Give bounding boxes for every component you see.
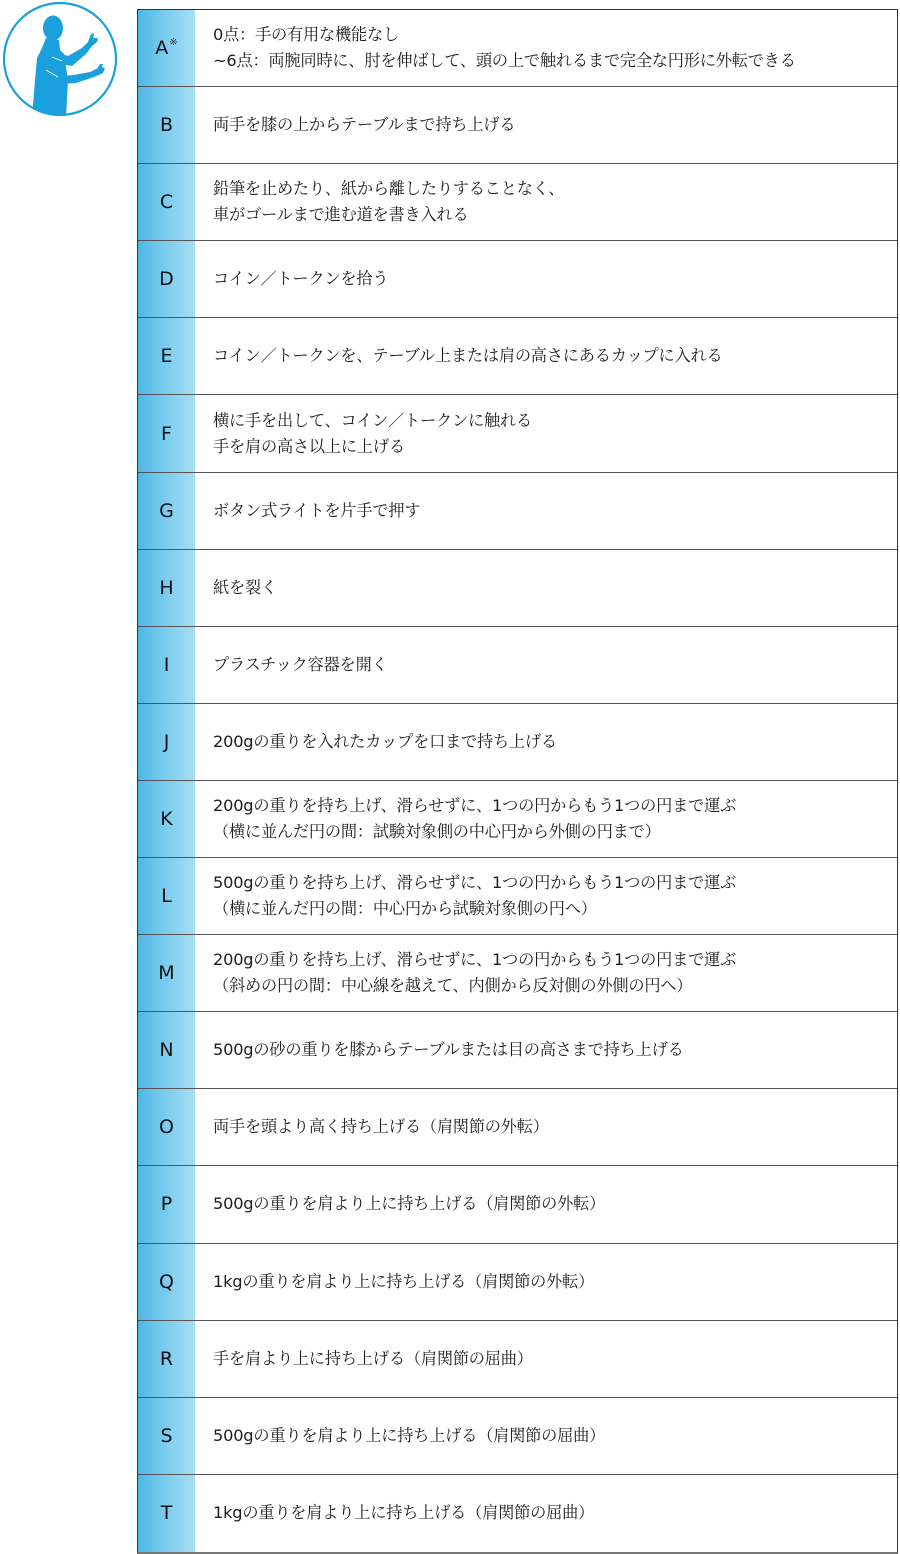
- task-label: [138, 1089, 195, 1165]
- task-description-line: 200gの重りを入れたカップを口まで持ち上げる: [213, 731, 557, 751]
- task-label-text: B: [159, 114, 174, 137]
- task-label-text: Q: [159, 1270, 174, 1293]
- task-label-text: K: [160, 807, 173, 830]
- task-description-line: 500gの重りを持ち上げ、滑らせずに、1つの円からもう1つの円まで運ぶ: [213, 873, 737, 893]
- task-label-text: E: [160, 345, 173, 368]
- footnote-mark: ※: [169, 36, 178, 48]
- task-description-line: 横に手を出して、コイン／トークンに触れる: [213, 410, 532, 430]
- task-label: [138, 395, 195, 471]
- task-description: [195, 935, 897, 1011]
- task-description: [195, 858, 897, 934]
- task-description-line: （横に並んだ円の間：試験対象側の中心円から外側の円まで）: [213, 821, 661, 841]
- task-description-line: ボタン式ライトを片手で押す: [213, 500, 421, 520]
- task-label: [138, 935, 195, 1011]
- task-description: [195, 1321, 897, 1397]
- task-description-line: 200gの重りを持ち上げ、滑らせずに、1つの円からもう1つの円まで運ぶ: [213, 950, 737, 970]
- task-description: [195, 627, 897, 703]
- task-label: [138, 473, 195, 549]
- task-description-line: （横に並んだ円の間：中心円から試験対象側の円へ）: [213, 899, 597, 919]
- task-description: [195, 318, 897, 394]
- task-row-f: [138, 395, 897, 472]
- task-description-line: 手を肩より上に持ち上げる（肩関節の屈曲）: [213, 1348, 533, 1368]
- task-label-text: D: [159, 268, 174, 291]
- task-label-text: S: [160, 1424, 173, 1447]
- task-row-l: [138, 858, 897, 935]
- task-description-line: 500gの重りを肩より上に持ち上げる（肩関節の外転）: [213, 1194, 606, 1214]
- task-label: [138, 704, 195, 780]
- task-description-line: 0点：手の有用な機能なし: [213, 25, 399, 45]
- task-row-d: [138, 241, 897, 318]
- task-label-text: F: [161, 422, 172, 445]
- task-description: [195, 241, 897, 317]
- task-description: [195, 10, 897, 86]
- task-description-line: 両手を膝の上からテーブルまで持ち上げる: [213, 115, 516, 135]
- task-label: [138, 1321, 195, 1397]
- task-label-text: L: [161, 885, 172, 908]
- task-description: [195, 550, 897, 626]
- task-label-text: J: [163, 730, 170, 753]
- task-label: [138, 627, 195, 703]
- task-description: [195, 1089, 897, 1165]
- task-row-r: [138, 1321, 897, 1398]
- person-arms-raised-icon: [2, 0, 118, 118]
- task-description: [195, 704, 897, 780]
- task-label-text: O: [159, 1116, 174, 1139]
- task-description-line: コイン／トークンを拾う: [213, 269, 389, 289]
- task-description-line: 500gの重りを肩より上に持ち上げる（肩関節の屈曲）: [213, 1425, 606, 1445]
- task-table: [137, 9, 898, 1554]
- task-description: [195, 781, 897, 857]
- task-label-text: R: [159, 1347, 174, 1370]
- task-row-q: [138, 1244, 897, 1321]
- task-description-line: 1kgの重りを肩より上に持ち上げる（肩関節の屈曲）: [213, 1503, 595, 1523]
- task-label: [138, 10, 195, 86]
- task-row-a: [138, 10, 897, 87]
- task-description: [195, 473, 897, 549]
- task-description-line: ~6点：両腕同時に、肘を伸ばして、頭の上で触れるまで完全な円形に外転できる: [213, 51, 796, 71]
- task-label: [138, 1475, 195, 1552]
- task-label-text: H: [159, 576, 174, 599]
- task-label: [138, 164, 195, 240]
- task-row-m: [138, 935, 897, 1012]
- task-label: [138, 87, 195, 163]
- task-description-line: 鉛筆を止めたり、紙から離したりすることなく、: [213, 179, 565, 199]
- task-label-text: I: [163, 653, 170, 676]
- task-description: [195, 164, 897, 240]
- task-description-line: 500gの砂の重りを膝からテーブルまたは目の高さまで持ち上げる: [213, 1040, 684, 1060]
- task-label-text: G: [159, 499, 174, 522]
- task-description-line: コイン／トークンを、テーブル上または肩の高さにあるカップに入れる: [213, 346, 723, 366]
- task-description: [195, 1475, 897, 1552]
- task-label-text: C: [159, 191, 174, 214]
- task-description-line: 1kgの重りを肩より上に持ち上げる（肩関節の外転）: [213, 1271, 595, 1291]
- task-description-line: 手を肩の高さ以上に上げる: [213, 436, 405, 456]
- task-description-line: 車がゴールまで進む道を書き入れる: [213, 205, 469, 225]
- task-row-c: [138, 164, 897, 241]
- task-row-h: [138, 550, 897, 627]
- task-label-text: N: [159, 1039, 174, 1062]
- task-row-b: [138, 87, 897, 164]
- task-label: [138, 1166, 195, 1242]
- task-label-text: A: [155, 37, 169, 60]
- task-label-text: P: [160, 1193, 173, 1216]
- task-row-p: [138, 1166, 897, 1243]
- task-description: [195, 1244, 897, 1320]
- task-description-line: （斜めの円の間：中心線を越えて、内側から反対側の外側の円へ）: [213, 976, 693, 996]
- task-row-e: [138, 318, 897, 395]
- task-label: [138, 550, 195, 626]
- task-description: [195, 1166, 897, 1242]
- task-description: [195, 395, 897, 471]
- task-label: [138, 858, 195, 934]
- task-description-line: 両手を頭より高く持ち上げる（肩関節の外転）: [213, 1117, 549, 1137]
- task-description: [195, 1012, 897, 1088]
- task-description-line: 200gの重りを持ち上げ、滑らせずに、1つの円からもう1つの円まで運ぶ: [213, 795, 737, 815]
- task-description: [195, 87, 897, 163]
- task-row-k: [138, 781, 897, 858]
- task-description: [195, 1398, 897, 1474]
- task-row-j: [138, 704, 897, 781]
- task-label: [138, 781, 195, 857]
- task-row-s: [138, 1398, 897, 1475]
- task-row-g: [138, 473, 897, 550]
- task-row-i: [138, 627, 897, 704]
- task-label: [138, 1012, 195, 1088]
- task-label: [138, 318, 195, 394]
- task-label: [138, 1398, 195, 1474]
- task-row-o: [138, 1089, 897, 1166]
- task-description-line: 紙を裂く: [213, 577, 277, 597]
- task-row-t: [138, 1475, 897, 1552]
- task-label-text: M: [158, 962, 175, 985]
- task-label: [138, 241, 195, 317]
- task-label: [138, 1244, 195, 1320]
- task-label-text: T: [160, 1502, 173, 1525]
- task-description-line: プラスチック容器を開く: [213, 654, 388, 674]
- task-row-n: [138, 1012, 897, 1089]
